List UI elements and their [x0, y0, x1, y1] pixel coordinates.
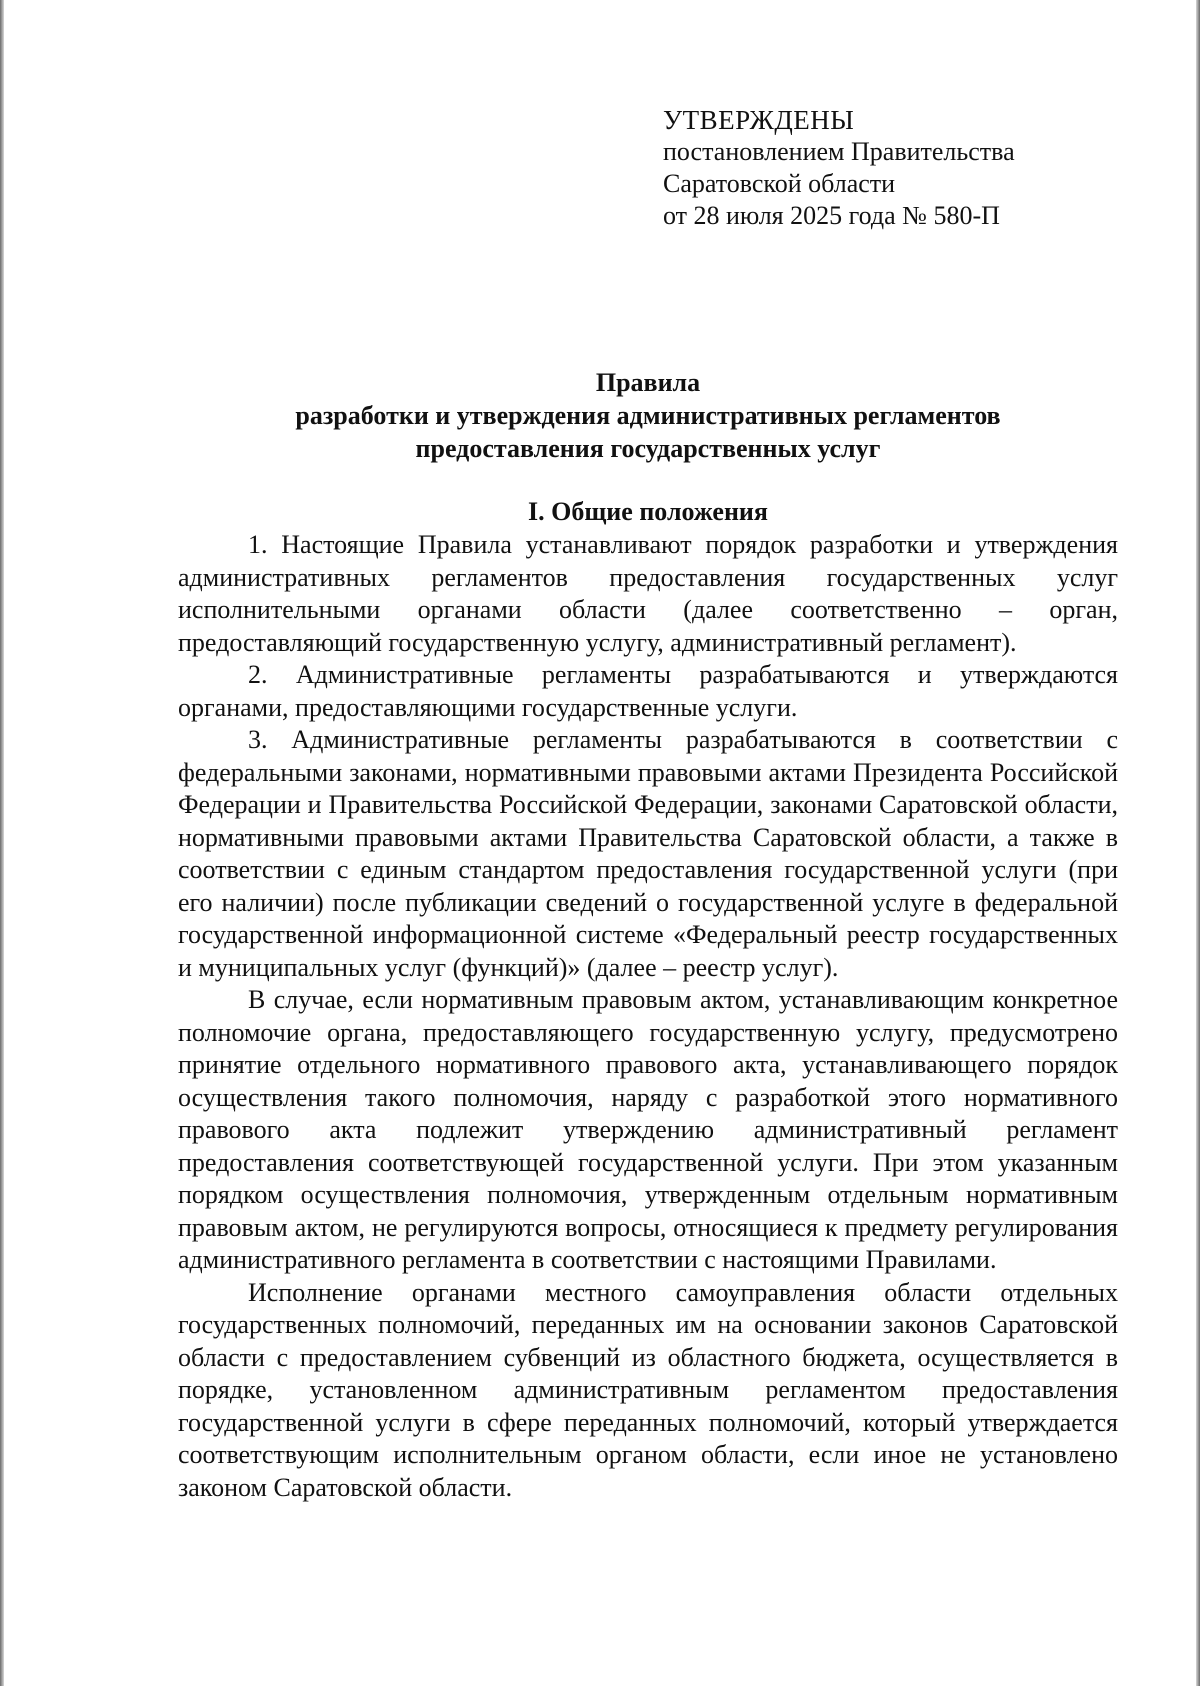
section-body	[178, 529, 1118, 1504]
title-line-3: предоставления государственных услуг	[415, 434, 881, 463]
paragraph-2: 2. Административные регламенты разрабатываются и утверждаются органами, предоставляющими государственные услуги.	[178, 660, 1118, 722]
approval-line-2: Саратовской области	[663, 169, 896, 198]
section-heading: I. Общие положения	[528, 497, 768, 526]
paragraph-4: В случае, если нормативным правовым актом, устанавливающим конкретное полномочие органа, предоставляющего государственную услугу, предусмотрено принятие отдельного нормативного правового акта, устанавливающего порядок осуществления такого полномочия, наряду с разработкой этого нормативного правового акта подлежит утверждению административный регламент предоставления соответствующей государственной услуги. При этом указанным порядком осуществления полномочия, утвержденным отдельным нормативным правовым актом, не регулируются вопросы, относящиеся к предмету регулирования административного регламента в соответствии с настоящими Правилами.	[178, 985, 1118, 1274]
approval-line-1: постановлением Правительства	[663, 137, 1015, 166]
paragraph-5: Исполнение органами местного самоуправления области отдельных государственных полномочий, переданных им на основании законов Саратовской области с предоставлением субвенций из областного бюджета, осуществляется в порядке, установленном административным регламентом предоставления государственной услуги в сфере переданных полномочий, который утверждается соответствующим исполнительным органом области, если иное не установлено законом Саратовской области.	[178, 1277, 1118, 1502]
title-line-1: Правила	[595, 368, 701, 397]
paragraph-1: 1. Настоящие Правила устанавливают порядок разработки и утверждения административных регламентов предоставления государственных услуг исполнительными органами области (далее соответственно – орган, предоставляющий государственную услугу, административный регламент).	[178, 530, 1118, 657]
title-line-2: разработки и утверждения административных регламентов	[295, 401, 1001, 430]
paragraph-3: 3. Административные регламенты разрабатываются в соответствии с федеральными законами, нормативными правовыми актами Президента Российской Федерации и Правительства Российской Федерации, законами Саратовской области, нормативными правовыми актами Правительства Саратовской области, а также в соответствии с единым стандартом предоставления государственной услуги (при его наличии) после публикации сведений о государственной услуге в федеральной государственной информационной системе «Федеральный реестр государственных и муниципальных услуг (функций)» (далее – реестр услуг).	[178, 725, 1118, 982]
approval-heading: УТВЕРЖДЕНЫ	[663, 105, 855, 135]
approval-stamp-block	[663, 104, 1015, 232]
page-edge-left	[0, 0, 4, 1686]
page-edge-right	[1196, 0, 1200, 1686]
approval-line-3: от 28 июля 2025 года № 580-П	[663, 201, 1000, 230]
document-title	[178, 366, 1118, 465]
